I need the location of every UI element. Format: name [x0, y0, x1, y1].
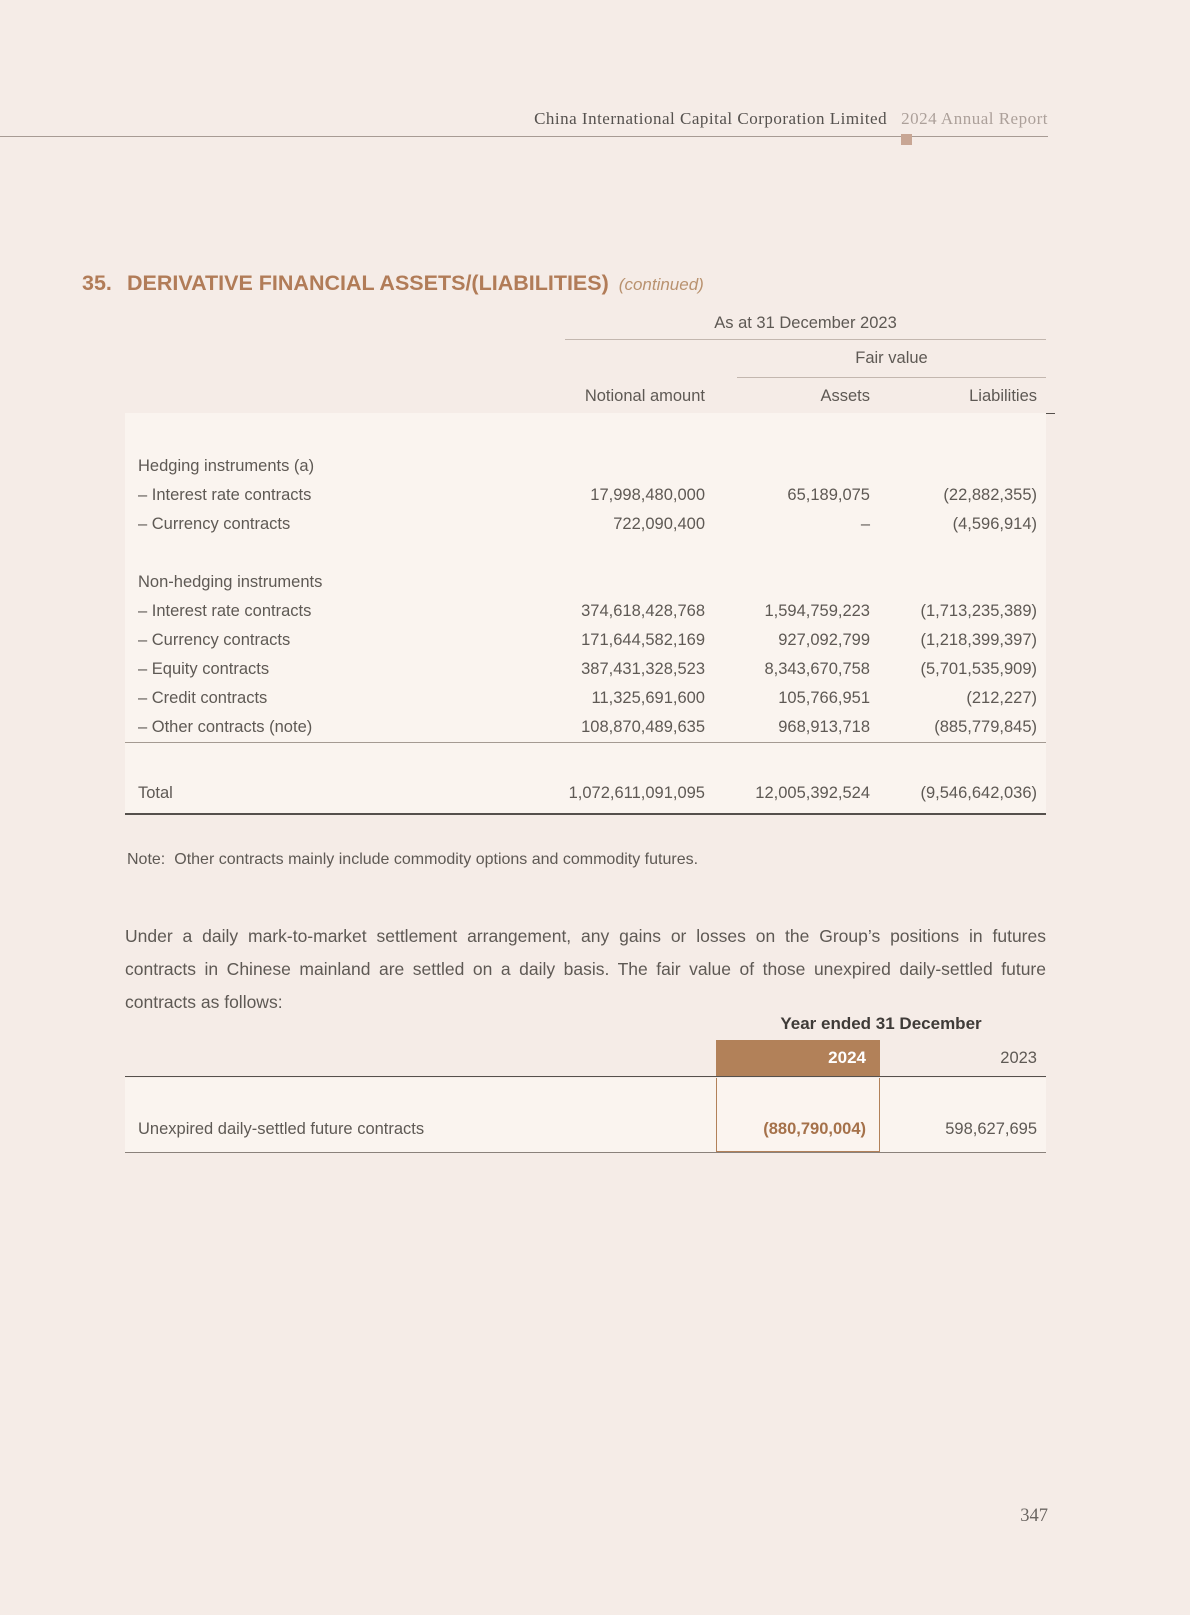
total-row — [125, 779, 1046, 808]
group-heading-hedging: Hedging instruments (a) — [138, 457, 315, 475]
table-body — [125, 413, 1046, 815]
cell-assets: – — [860, 515, 870, 533]
table-row — [125, 626, 1046, 655]
table-row — [125, 510, 1046, 539]
column-header-liabilities: Liabilities — [969, 387, 1037, 405]
table-row — [125, 713, 1046, 743]
row-label: – Equity contracts — [138, 660, 270, 678]
company-name: China International Capital Corporation Limited — [534, 109, 888, 128]
row-label: Unexpired daily-settled future contracts — [138, 1119, 425, 1138]
body-paragraph: Under a daily mark-to-market settlement arrangement, any gains or losses on the Group’s positions in futures contracts in Chinese mainland are settled on a daily basis. The fair value of those unexpired daily-settled future contracts as follows: — [125, 926, 1046, 1012]
spacer — [125, 743, 1046, 779]
cell-notional: 374,618,428,768 — [581, 602, 705, 620]
row-label: – Other contracts (note) — [138, 718, 313, 736]
cell-liabilities: (212,227) — [966, 689, 1037, 707]
section-title-text: DERIVATIVE FINANCIAL ASSETS/(LIABILITIES) — [127, 271, 609, 295]
total-notional: 1,072,611,091,095 — [568, 784, 705, 802]
row-label: – Credit contracts — [138, 689, 268, 707]
column-header-2023: 2023 — [1000, 1049, 1037, 1067]
cell-assets: 65,189,075 — [787, 486, 870, 504]
row-label: – Interest rate contracts — [138, 602, 312, 620]
column-header-2024: 2024 — [716, 1040, 880, 1076]
table-row — [125, 655, 1046, 684]
cell-2024-highlighted: (880,790,004) — [716, 1078, 880, 1152]
column-headers — [125, 387, 1055, 414]
table-body — [125, 1078, 1046, 1153]
cell-notional: 108,870,489,635 — [581, 718, 705, 736]
group-heading-non-hedging: Non-hedging instruments — [138, 573, 323, 591]
row-label: – Interest rate contracts — [138, 486, 312, 504]
total-label: Total — [138, 784, 173, 802]
note-label: Note: — [127, 851, 166, 868]
cell-liabilities: (1,713,235,389) — [920, 602, 1037, 620]
table-row — [125, 597, 1046, 626]
cell-notional: 17,998,480,000 — [590, 486, 705, 504]
note-text: Other contracts mainly include commodity options and commodity futures. — [174, 851, 699, 868]
running-header — [534, 109, 1048, 129]
spacer — [125, 413, 1046, 452]
cell-liabilities: (5,701,535,909) — [920, 660, 1037, 678]
report-title: 2024 Annual Report — [901, 109, 1048, 128]
header-divider — [0, 136, 1048, 137]
cell-liabilities: (22,882,355) — [943, 486, 1037, 504]
cell-liabilities: (885,779,845) — [934, 718, 1037, 736]
header-square-marker — [901, 134, 912, 145]
row-label: – Currency contracts — [138, 515, 291, 533]
cell-assets: 968,913,718 — [778, 718, 870, 736]
cell-notional: 171,644,582,169 — [581, 631, 705, 649]
cell-assets: 8,343,670,758 — [764, 660, 870, 678]
spacer — [125, 539, 1046, 568]
table-row — [125, 481, 1046, 510]
fair-value-group-header: Fair value — [737, 349, 1046, 378]
cell-notional: 11,325,691,600 — [591, 689, 705, 707]
total-liabilities: (9,546,642,036) — [920, 784, 1037, 802]
section-continued: (continued) — [618, 275, 704, 294]
column-header-assets: Assets — [820, 387, 870, 405]
section-title — [82, 271, 704, 296]
cell-notional: 722,090,400 — [613, 515, 705, 533]
column-header-empty — [125, 387, 455, 413]
row-label: – Currency contracts — [138, 631, 291, 649]
cell-notional: 387,431,328,523 — [581, 660, 705, 678]
table-note — [127, 851, 698, 869]
cell-assets: 105,766,951 — [778, 689, 870, 707]
section-number: 35. — [82, 271, 112, 295]
column-header-notional: Notional amount — [584, 387, 705, 405]
total-assets: 12,005,392,524 — [755, 784, 870, 802]
year-ended-header: Year ended 31 December — [780, 1014, 982, 1033]
cell-liabilities: (1,218,399,397) — [920, 631, 1037, 649]
cell-assets: 1,594,759,223 — [764, 602, 870, 620]
page-number: 347 — [1020, 1506, 1048, 1526]
cell-liabilities: (4,596,914) — [952, 515, 1037, 533]
cell-2023: 598,627,695 — [945, 1119, 1037, 1138]
cell-assets: 927,092,799 — [778, 631, 870, 649]
period-header: As at 31 December 2023 — [565, 314, 1046, 340]
table-row — [125, 684, 1046, 713]
